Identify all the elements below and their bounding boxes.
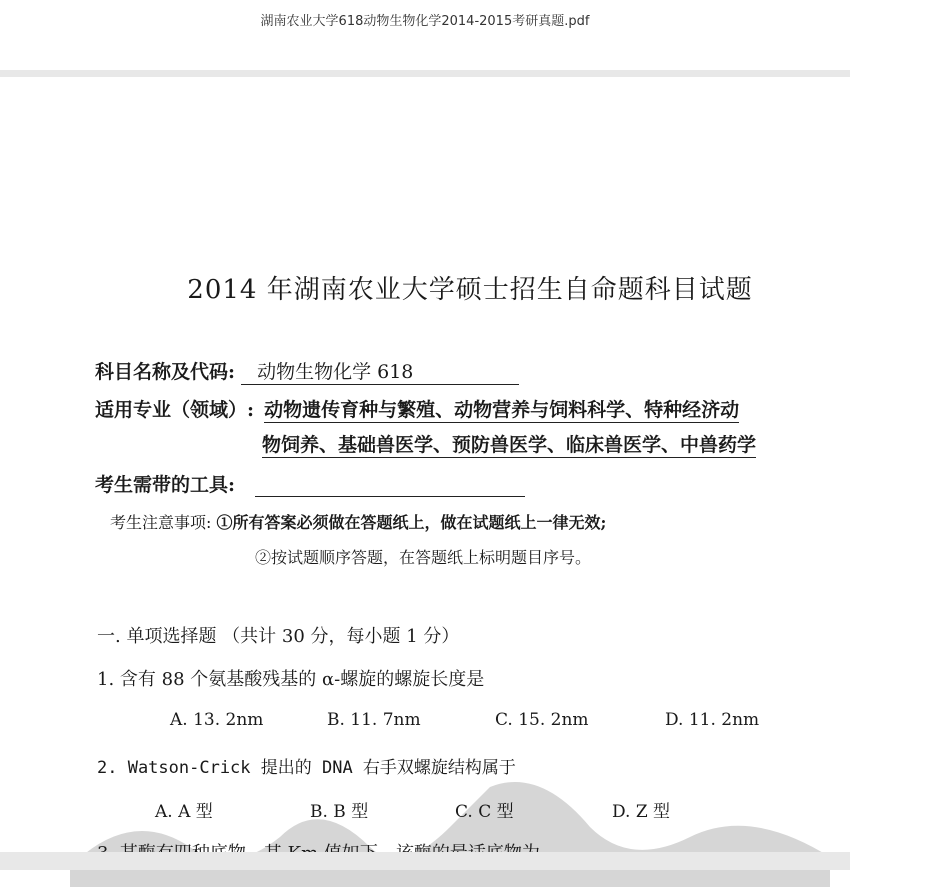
pdf-page[interactable]: [0, 77, 850, 852]
q1-option-a: A. 13. 2nm: [170, 710, 264, 730]
tools-row: [95, 470, 525, 497]
q1-option-d: D. 11. 2nm: [665, 710, 760, 730]
major-row-2: [262, 430, 756, 458]
bottom-scroll-area[interactable]: [0, 852, 850, 870]
q1-option-b: B. 11. 7nm: [327, 710, 421, 730]
file-title: 湖南农业大学618动物生物化学2014-2015考研真题.pdf: [260, 14, 590, 29]
notice-1: ①所有答案必须做在答题纸上，做在试题纸上一律无效;: [216, 513, 607, 532]
notice-row-1: [110, 510, 606, 533]
major-row: [95, 395, 739, 423]
question-1: 1. 含有 88 个氨基酸残基的 α-螺旋的螺旋长度是: [97, 669, 485, 690]
header-divider: [0, 70, 850, 77]
tools-blank: [255, 478, 525, 497]
q1-option-c: C. 15. 2nm: [495, 710, 589, 730]
q2-option-d: D. Z 型: [612, 802, 671, 822]
q2-option-c: C. C 型: [455, 802, 514, 822]
subject-value: 动物生物化学 618: [241, 357, 519, 385]
tools-label: 考生需带的工具:: [95, 474, 236, 496]
subject-row: [95, 357, 519, 385]
q2-option-a: A. A 型: [155, 802, 213, 822]
exam-title: 2014 年湖南农业大学硕士招生自命题科目试题: [187, 275, 753, 305]
viewer-header: [0, 0, 850, 70]
section-heading: 一. 单项选择题 （共计 30 分，每小题 1 分）: [97, 626, 460, 647]
major-line-2: 物饲养、基础兽医学、预防兽医学、临床兽医学、中兽药学: [262, 430, 756, 458]
subject-label: 科目名称及代码:: [95, 361, 236, 383]
question-2: 2. Watson-Crick 提出的 DNA 右手双螺旋结构属于: [97, 758, 516, 778]
q2-option-b: B. B 型: [310, 802, 369, 822]
notice-2: ②按试题顺序答题，在答题纸上标明题目序号。: [255, 548, 592, 567]
major-line-1: 动物遗传育种与繁殖、动物营养与饲料科学、特种经济动: [264, 395, 739, 423]
notice-row-2: [255, 545, 591, 568]
notice-label: 考生注意事项:: [110, 513, 212, 532]
major-label: 适用专业（领域）:: [95, 399, 255, 421]
